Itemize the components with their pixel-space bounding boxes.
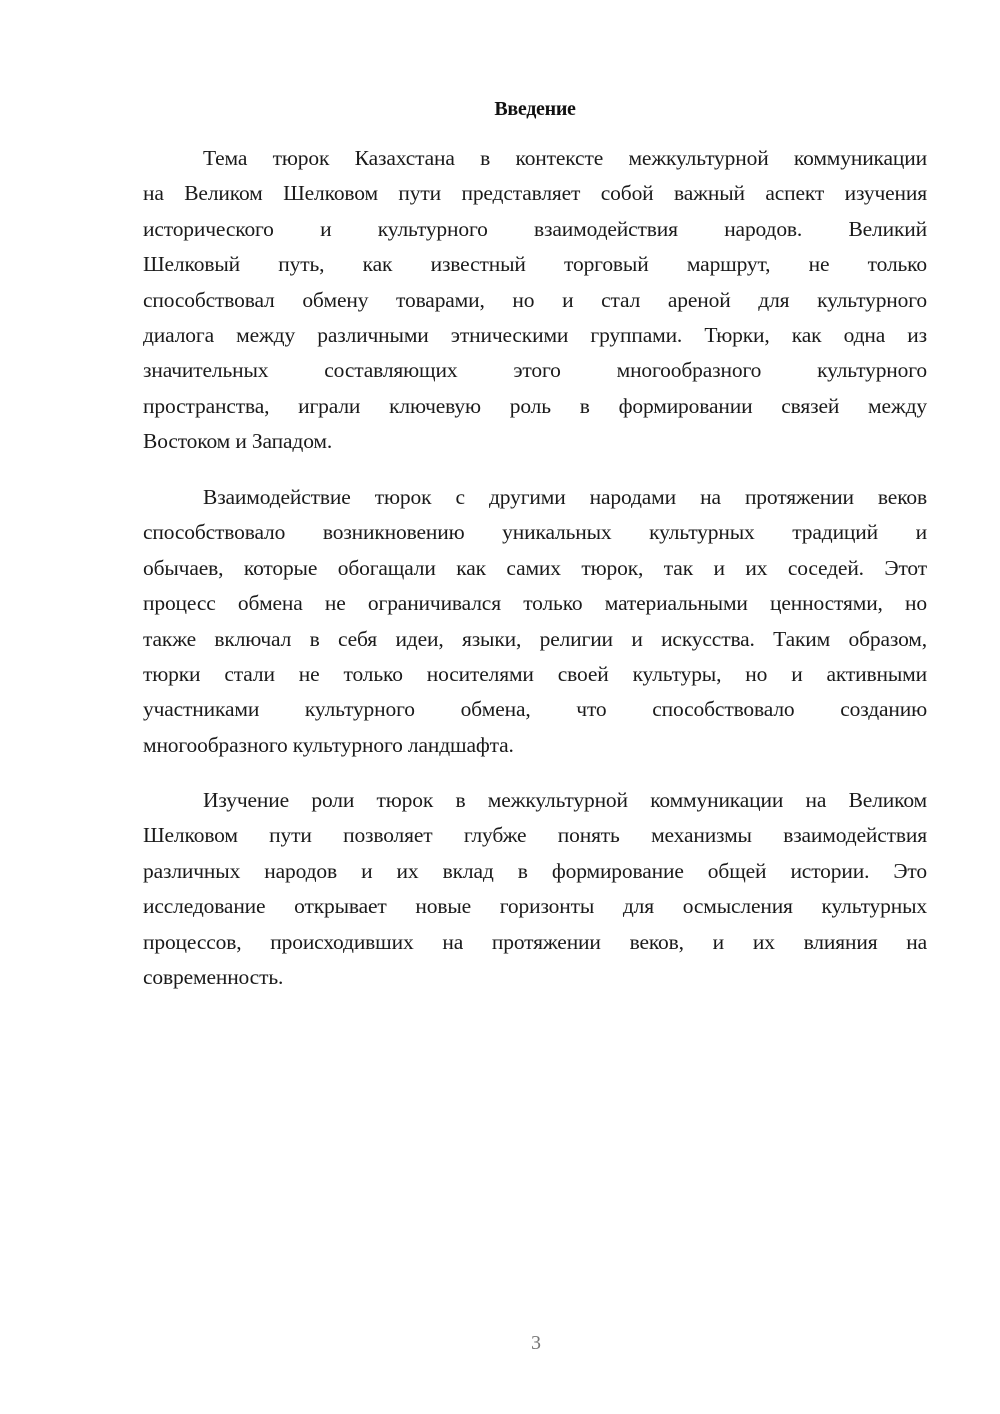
text-line: тюрки стали не только носителями своей культуры, но и активными: [143, 661, 927, 686]
text-line: способствовал обмену товарами, но и стал ареной для культурного: [143, 287, 927, 312]
text-line: пространства, играли ключевую роль в формировании связей между: [143, 393, 927, 418]
text-line: способствовало возникновению уникальных культурных традиций и: [143, 520, 927, 545]
paragraph-3: [143, 783, 927, 995]
text-line: значительных составляющих этого многообразного культурного: [143, 358, 927, 383]
text-line: обычаев, которые обогащали как самих тюрок, так и их соседей. Этот: [143, 555, 927, 580]
text-line: процесс обмена не ограничивался только материальными ценностями, но: [143, 591, 927, 616]
text-line: диалога между различными этническими группами. Тюрки, как одна из: [143, 322, 927, 347]
text-line: Востоком и Западом.: [143, 429, 333, 454]
text-line: процессов, происходивших на протяжении веков, и их влияния на: [143, 929, 927, 954]
text-line: исследование открывает новые горизонты для осмысления культурных: [143, 894, 927, 919]
text-line: различных народов и их вклад в формирование общей истории. Это: [143, 858, 927, 883]
section-heading: Введение: [494, 98, 576, 120]
paragraph-2: [143, 480, 927, 763]
text-line: исторического и культурного взаимодействия народов. Великий: [143, 216, 927, 241]
page-number: 3: [531, 1332, 541, 1354]
text-line: многообразного культурного ландшафта.: [143, 732, 514, 757]
text-line: на Великом Шелковом пути представляет собой важный аспект изучения: [143, 181, 927, 206]
text-line: Шелковый путь, как известный торговый маршрут, не только: [143, 252, 927, 277]
text-line: участниками культурного обмена, что способствовало созданию: [143, 697, 927, 722]
text-line: Тема тюрок Казахстана в контексте межкультурной коммуникации: [203, 146, 927, 170]
text-line: Взаимодействие тюрок с другими народами на протяжении веков: [203, 485, 927, 509]
text-line: также включал в себя идеи, языки, религии и искусства. Таким образом,: [143, 626, 927, 651]
text-line: Шелковом пути позволяет глубже понять механизмы взаимодействия: [143, 823, 927, 848]
text-line: современность.: [143, 964, 284, 989]
text-line: Изучение роли тюрок в межкультурной коммуникации на Великом: [203, 788, 927, 812]
paragraph-1: [143, 141, 927, 460]
